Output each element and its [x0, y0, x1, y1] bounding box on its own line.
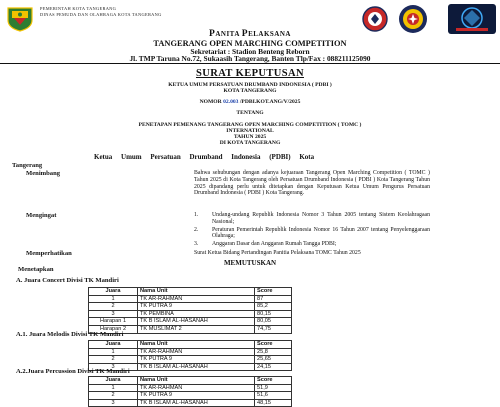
- org-line-1: PEMERINTAH KOTA TANGERANG: [40, 6, 117, 11]
- table-row: 3 TK B ISLAM AL-HASANAH 48,15: [89, 399, 292, 407]
- results-table-melodis: [88, 340, 292, 371]
- nomor-line: NOMOR 02.003 /PDBI.KOT.ANG/V/2025: [199, 99, 301, 105]
- subject-line-3: TAHUN 2025: [233, 134, 267, 140]
- table-header-row: Juara Nama Unit Score: [89, 341, 292, 349]
- doc-title: SURAT KEPUTUSAN: [195, 68, 304, 79]
- table-row: 3 TK B ISLAM AL-HASANAH 24,15: [89, 363, 292, 371]
- results-table-concert: [88, 287, 292, 334]
- issuer-line-1: KETUA UMUM PERSATUAN DRUMBAND INDONESIA ( PDBI ): [168, 82, 332, 88]
- menimbang-label: Menimbang: [26, 170, 61, 177]
- table-row: 2 TK PUTRA 9 51,6: [89, 392, 292, 400]
- menimbang-text: Bahwa sehubungan dengan adanya kejuaraan Tangerang Open Marching Competition ( TOMC ) Tahun 2025 di Kota Tangerang oleh Persatuan Drumband Indonesia ( PDBI ) Kota Tangerang Tahun 2025 dipandang perlu untuk ditetapkan dengan Keputusan Ketua Umum Pengurus Persatuan Drumband Indonesia ( PDBI ) Kota Tangerang.: [194, 170, 430, 197]
- event-name: TANGERANG OPEN MARCHING COMPETITION: [153, 39, 347, 48]
- table-row: Harapan 2 TK MUSLIMAT 2 74,75: [89, 325, 292, 333]
- tentang: TENTANG: [236, 110, 264, 116]
- table-row: 1 TK AR-RAHMAN 51,9: [89, 384, 292, 392]
- committee-name: PANITA PELAKSANA: [209, 29, 291, 39]
- issuer-line-2: KOTA TANGERANG: [223, 88, 277, 94]
- nomor-value: 02.003: [223, 99, 239, 105]
- table-row: Harapan 1 TK B ISLAM AL-HASANAH 80,05: [89, 318, 292, 326]
- table-row: 2 TK PUTRA 9 85,2: [89, 303, 292, 311]
- mengingat-list: [194, 212, 430, 248]
- org-line-2: DINAS PEMUDA DAN OLAHRAGA KOTA TANGERANG: [40, 12, 162, 17]
- section-title-a2: A.2.Juara Percussion Divisi TK Mandiri: [16, 368, 130, 375]
- list-item: 1. Undang-undang Republik Indonesia Nomor 3 Tahun 2005 tentang Sistem Keolahragaan Nasional;: [194, 212, 430, 225]
- address: Jl. TMP Taruna No.72, Sukaasih Tangerang, Banten Tlp/Fax : 088211125090: [129, 54, 371, 63]
- memperhatikan-text: Surat Ketua Bidang Pertandingan Panitia Pelaksana TOMC Tahun 2025: [194, 250, 361, 256]
- list-item: 3. Anggaran Dasar dan Anggaran Rumah Tangga PDBI;: [194, 241, 337, 248]
- list-item: 2. Peraturan Pemerintah Republik Indonesia Nomor 16 Tahun 2007 tentang Penyelenggaraan Olahraga;: [194, 226, 430, 240]
- mengingat-label: Mengingat: [26, 212, 57, 219]
- intro-text-2: Tangerang: [12, 162, 43, 169]
- table-header-row: Juara Nama Unit Score: [89, 288, 292, 296]
- table-header-row: Juara Nama Unit Score: [89, 377, 292, 385]
- city-emblem-icon: [6, 6, 34, 32]
- subject-line-4: DI KOTA TANGERANG: [219, 140, 281, 146]
- table-row: 1 TK AR-RAHMAN 87: [89, 295, 292, 303]
- subject-line-1: PENETAPAN PEMENANG TANGERANG OPEN MARCHING COMPETITION ( TOMC ): [138, 122, 362, 128]
- pdbi-emblem-icon: [362, 6, 388, 32]
- memutuskan-heading: MEMUTUSKAN: [223, 259, 277, 267]
- subject-line-2: INTERNATIONAL: [226, 128, 274, 134]
- menetapkan-label: Menetapkan: [18, 266, 54, 273]
- table-row: 2 TK PUTRA 9 25,65: [89, 356, 292, 364]
- secretariat: Sekretariat : Stadion Benteng Reborn: [190, 47, 310, 56]
- intro-text: Ketua Umum Persatuan Drumband Indonesia (PDBI) Kota: [94, 153, 315, 161]
- table-row: 1 TK AR-RAHMAN 25,8: [89, 348, 292, 356]
- memperhatikan-label: Memperhatikan: [26, 250, 72, 257]
- table-row: 3 TK PEMBINA 80,15: [89, 310, 292, 318]
- results-table-percussion: [88, 376, 292, 407]
- section-title-a: A. Juara Concert Divisi TK Mandiri: [16, 277, 119, 284]
- header-divider: [0, 63, 500, 64]
- section-title-a1: A.1. Juara Melodis Divisi TK Mandiri: [16, 331, 124, 338]
